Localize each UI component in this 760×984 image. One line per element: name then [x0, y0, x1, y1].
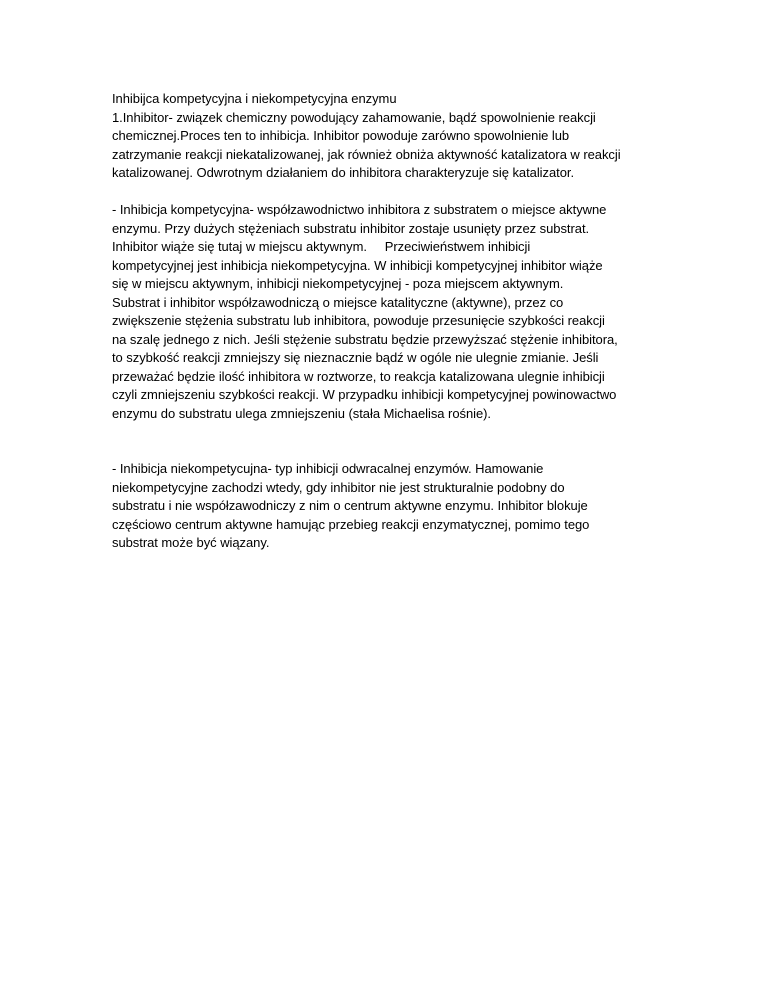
text-line: katalizowanej. Odwrotnym działaniem do inhibitora charakteryzuje się katalizator. — [112, 165, 575, 180]
noncompetitive-inhibition-paragraph — [112, 460, 657, 553]
text-line: zwiększenie stężenia substratu lub inhibitora, powoduje przesunięcie szybkości reakcji — [112, 313, 605, 328]
text-line: czyli zmniejszeniu szybkości reakcji. W przypadku inhibicji kompetycyjnej powinowactwo — [112, 387, 617, 402]
paragraph-spacer — [112, 423, 657, 460]
text-line: częściowo centrum aktywne hamując przebieg reakcji enzymatycznej, pomimo tego — [112, 516, 590, 532]
competitive-inhibition-paragraph — [112, 201, 657, 423]
text-line: kompetycyjnej jest inhibicja niekompetycyjna. W inhibicji kompetycyjnej inhibitor wiąże — [112, 257, 603, 273]
text-line: enzymu do substratu ulega zmniejszeniu (stała Michaelisa rośnie). — [112, 405, 491, 421]
text-line: chemicznej.Proces ten to inhibicja. Inhibitor powoduje zarówno spowolnienie lub — [112, 128, 570, 143]
document-body — [112, 90, 657, 553]
text-line: substrat może być wiązany. — [112, 535, 270, 550]
text-line: - Inhibicja kompetycyjna- współzawodnictwo inhibitora z substratem o miejsce aktywne — [112, 202, 607, 217]
text-line: niekompetycyjne zachodzi wtedy, gdy inhibitor nie jest strukturalnie podobny do — [112, 479, 565, 495]
text-line: - Inhibicja niekompetycujna- typ inhibicji odwracalnej enzymów. Hamowanie — [112, 461, 544, 476]
text-line: na szalę jednego z nich. Jeśli stężenie substratu będzie przewyższać stężenie inhibitora, — [112, 331, 618, 347]
document-title: Inhibijca kompetycyjna i niekompetycyjna enzymu — [112, 91, 397, 106]
text-line: 1.Inhibitor- związek chemiczny powodujący zahamowanie, bądź spowolnienie reakcji — [112, 109, 596, 125]
text-line: się w miejscu aktywnym, inhibicji niekompetycyjnej - poza miejscem aktywnym. — [112, 276, 564, 291]
text-line: Substrat i inhibitor współzawodniczą o miejsce katalityczne (aktywne), przez co — [112, 294, 564, 310]
text-line: Inhibitor wiąże się tutaj w miejscu aktywnym. Przeciwieństwem inhibicji — [112, 239, 531, 254]
text-line: substratu i nie współzawodniczy z nim o centrum aktywne enzymu. Inhibitor blokuje — [112, 498, 588, 513]
text-line: zatrzymanie reakcji niekatalizowanej, jak również obniża aktywność katalizatora w reakcji — [112, 146, 621, 162]
text-line: enzymu. Przy dużych stężeniach substratu inhibitor zostaje usunięty przez substrat. — [112, 220, 590, 236]
paragraph-spacer — [112, 183, 657, 202]
text-line: to szybkość reakcji zmniejszy się nieznacznie bądź w ogóle nie ulegnie zmianie. Jeśli — [112, 350, 599, 365]
text-line: przeważać będzie ilość inhibitora w roztworze, to reakcja katalizowana ulegnie inhibicji — [112, 368, 605, 384]
intro-paragraph — [112, 90, 657, 183]
